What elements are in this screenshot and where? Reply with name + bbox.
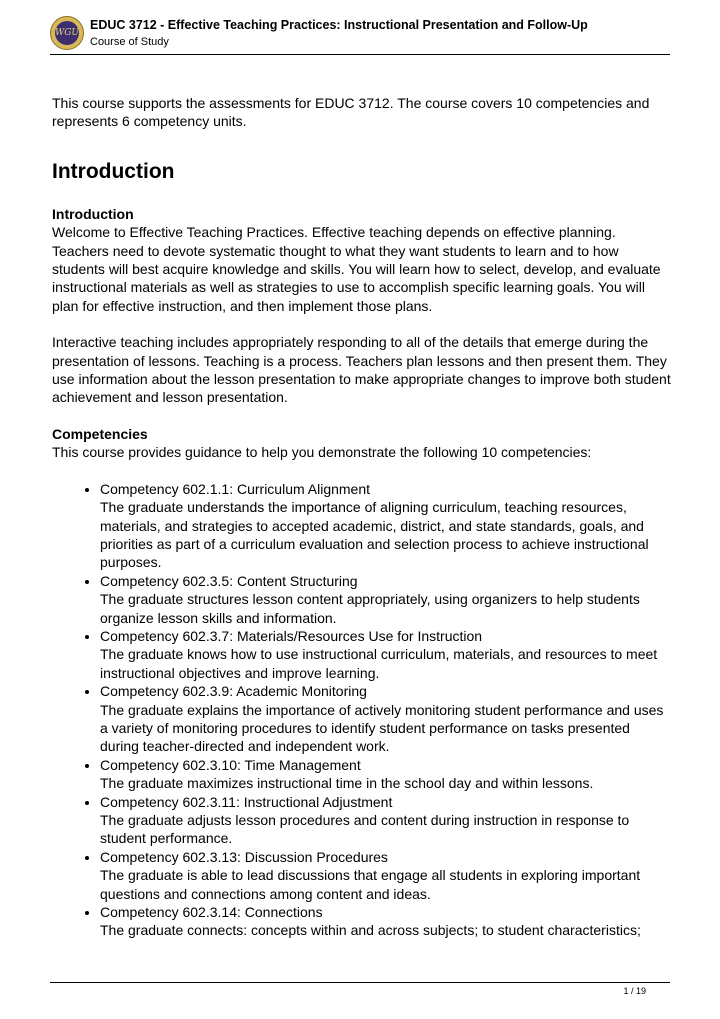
competency-title: Competency 602.3.11: Instructional Adjustment [100, 793, 393, 810]
competency-list [52, 480, 672, 940]
competency-title: Competency 602.1.1: Curriculum Alignment [100, 480, 371, 497]
competency-item [100, 480, 672, 572]
competency-item [100, 756, 672, 793]
wgu-seal-icon: WGU [50, 16, 84, 50]
page-number: 1 / 19 [623, 986, 646, 996]
page-header [50, 14, 670, 54]
section-title: Introduction [52, 159, 175, 183]
footer-divider [50, 982, 670, 983]
introduction-heading: Introduction [52, 205, 134, 222]
introduction-paragraph-1: Welcome to Effective Teaching Practices. Effective teaching depends on effective planning. Teachers need to devote systematic thought to what they want students to learn and to how students will best acquire knowledge and skills. You will learn how to select, develop, and evaluate instructional materials as well as strategies to use to accomplish specific learning goals. You will plan for effective instruction, and then implement those plans. [52, 224, 661, 314]
competency-item [100, 793, 672, 848]
competency-description: The graduate explains the importance of actively monitoring student performance and uses a variety of monitoring procedures to identify student performance on tasks presented during teacher-directed and independent work. [100, 701, 664, 755]
competency-description: The graduate connects: concepts within and across subjects; to student characteristics; [100, 922, 641, 939]
competency-title: Competency 602.3.14: Connections [100, 904, 323, 921]
competency-description: The graduate maximizes instructional time in the school day and within lessons. [100, 775, 594, 792]
document-body [52, 94, 672, 940]
competency-item [100, 572, 672, 627]
competency-item [100, 848, 672, 903]
competency-title: Competency 602.3.7: Materials/Resources Use for Instruction [100, 627, 483, 644]
document-subtitle: Course of Study [90, 36, 169, 48]
competency-title: Competency 602.3.10: Time Management [100, 756, 361, 773]
course-summary: This course supports the assessments for EDUC 3712. The course covers 10 competencies and represents 6 competency units. [52, 95, 650, 130]
competency-title: Competency 602.3.9: Academic Monitoring [100, 683, 367, 700]
competency-description: The graduate structures lesson content appropriately, using organizers to help students organize lesson skills and information. [100, 591, 640, 626]
introduction-paragraph-2: Interactive teaching includes appropriately responding to all of the details that emerge during the presentation of lessons. Teaching is a process. Teachers plan lessons and then present them. They use information about the lesson presentation to make appropriate changes to improve both student achievement and lesson presentation. [52, 334, 671, 406]
document-title: EDUC 3712 - Effective Teaching Practices: Instructional Presentation and Follow-Up [90, 18, 588, 32]
competency-item [100, 903, 672, 940]
competency-description: The graduate adjusts lesson procedures and content during instruction in response to student performance. [100, 812, 630, 847]
competency-item [100, 682, 672, 756]
competency-description: The graduate understands the importance of aligning curriculum, teaching resources, materials, and strategies to accepted academic, district, and state standards, goals, and priorities as part of a curriculum evaluation and selection process to achieve instructional purposes. [100, 499, 649, 571]
header-divider [50, 54, 670, 55]
competency-item [100, 627, 672, 682]
competency-title: Competency 602.3.13: Discussion Procedures [100, 848, 388, 865]
competency-description: The graduate knows how to use instructional curriculum, materials, and resources to meet instructional objectives and improve learning. [100, 646, 658, 681]
competencies-heading: Competencies [52, 425, 148, 442]
competency-description: The graduate is able to lead discussions that engage all students in exploring important questions and connections among content and ideas. [100, 867, 641, 902]
competency-title: Competency 602.3.5: Content Structuring [100, 572, 358, 589]
competencies-lead: This course provides guidance to help you demonstrate the following 10 competencies: [52, 444, 592, 461]
